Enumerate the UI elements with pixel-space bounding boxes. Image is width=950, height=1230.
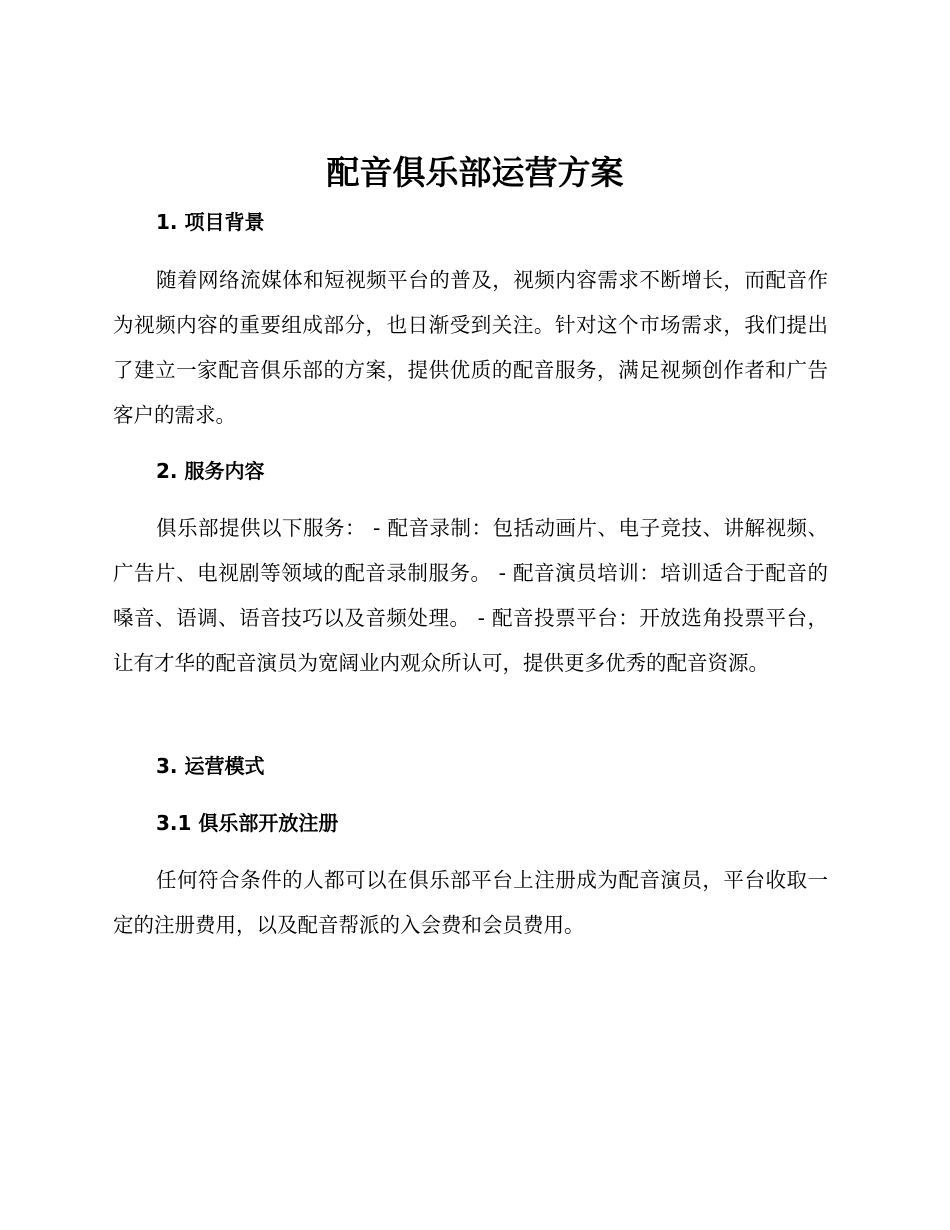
section-heading-operation-mode: 3. 运营模式 — [156, 754, 265, 778]
section-paragraph-service-content: 俱乐部提供以下服务： - 配音录制：包括动画片、电子竞技、讲解视频、广告片、电视剧等领域的配音录制服务。 - 配音演员培训：培训适合于配音的嗓音、语调、语音技巧以及音频处理。 - 配音投票平台：开放选角投票平台，让有才华的配音演员为宽阔业内观众所认可，提供更多优秀的配音资源。 — [113, 516, 828, 675]
subsection-heading-open-registration: 3.1 俱乐部开放注册 — [156, 811, 339, 835]
section-heading-service-content: 2. 服务内容 — [156, 459, 265, 483]
section-heading-project-background: 1. 项目背景 — [156, 210, 265, 234]
document-title: 配音俱乐部运营方案 — [326, 153, 624, 192]
section-paragraph-project-background: 随着网络流媒体和短视频平台的普及，视频内容需求不断增长，而配音作为视频内容的重要组成部分，也日渐受到关注。针对这个市场需求，我们提出了建立一家配音俱乐部的方案，提供优质的配音服务，满足视频创作者和广告客户的需求。 — [113, 268, 828, 427]
subsection-paragraph-open-registration: 任何符合条件的人都可以在俱乐部平台上注册成为配音演员，平台收取一定的注册费用，以及配音帮派的入会费和会员费用。 — [113, 868, 828, 937]
